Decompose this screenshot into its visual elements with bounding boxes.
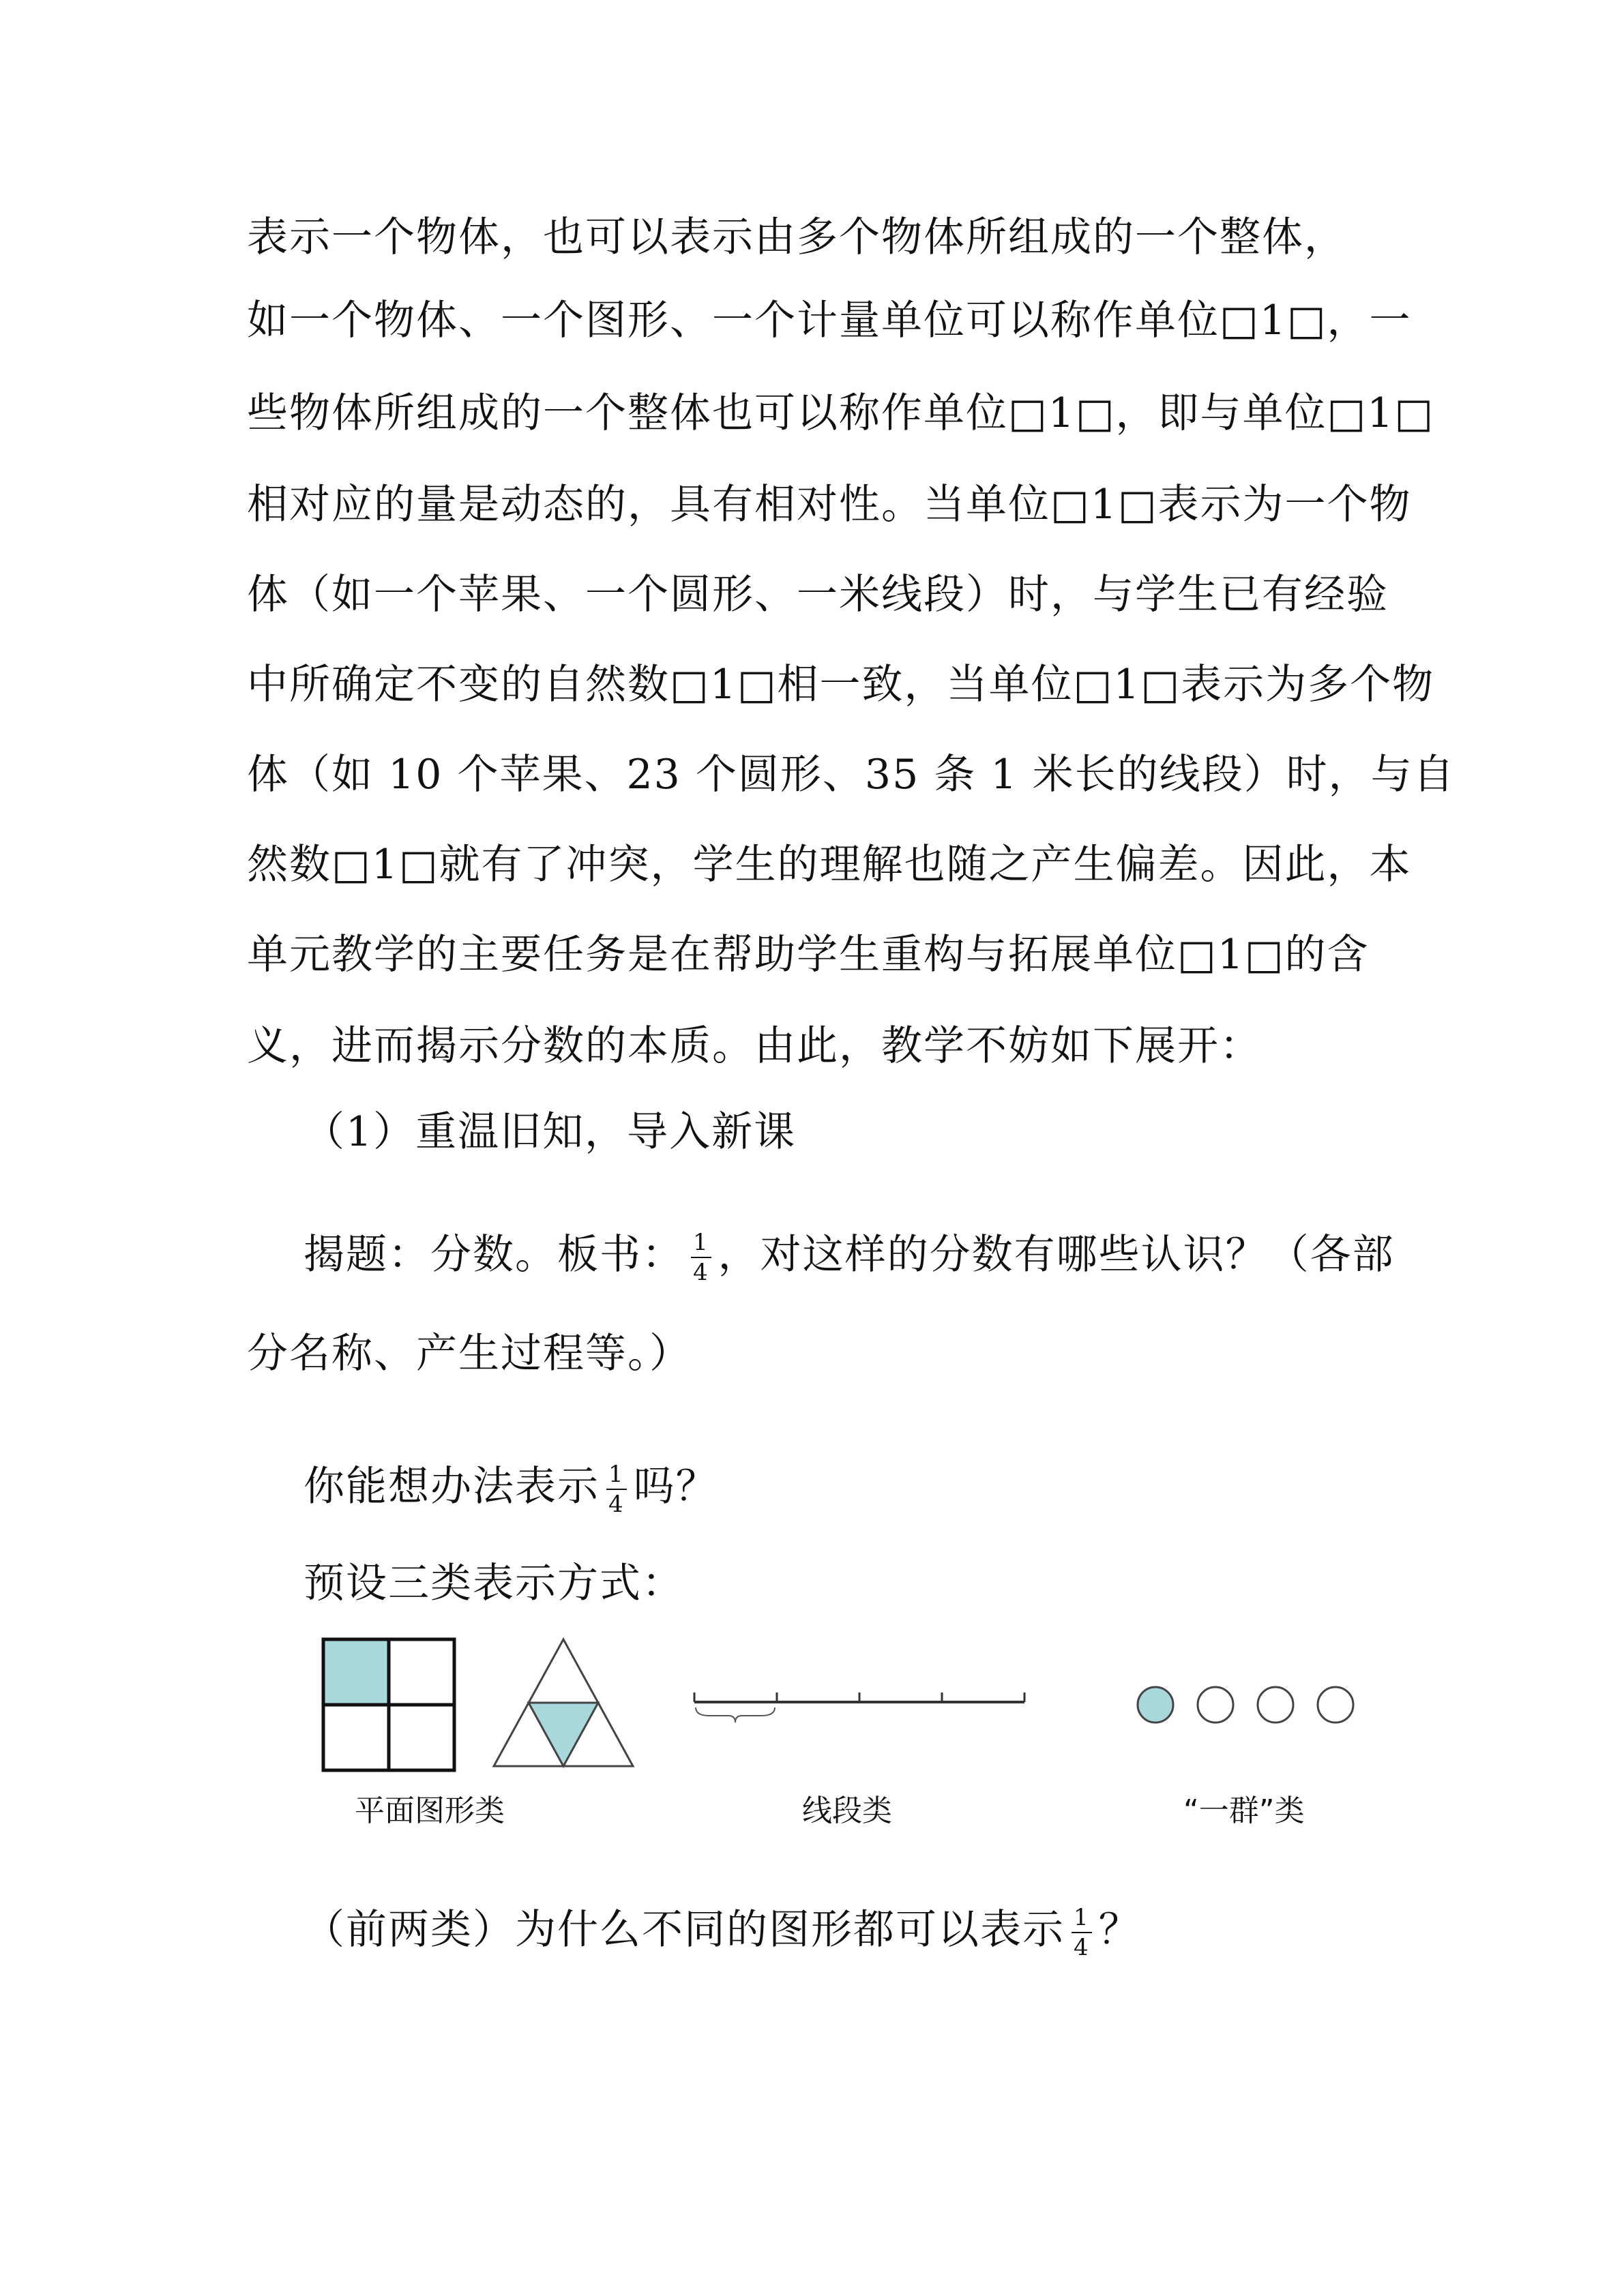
circle-group-figure: [1132, 1681, 1367, 1729]
question-1-line-1: [304, 1227, 1395, 1287]
caption-group: “一群”类: [1183, 1793, 1305, 1828]
caption-plane-figures: 平面图形类: [355, 1793, 505, 1828]
paragraph-line-7: 体（如 10 个苹果、23 个圆形、35 条 1 米长的线段）时，与自: [247, 751, 1456, 799]
square-quarter-figure: [321, 1637, 457, 1773]
question-3: [304, 1903, 1141, 1962]
question-1-after: ，对这样的分数有哪些认识？（各部: [718, 1231, 1395, 1279]
fraction-denominator: 4: [693, 1259, 709, 1287]
section-heading: （1）重温旧知，导入新课: [304, 1108, 797, 1156]
caption-segment: 线段类: [802, 1793, 892, 1828]
paragraph-line-8: 然数□1□就有了冲突，学生的理解也随之产生偏差。因此，本: [247, 841, 1412, 889]
fraction-numerator: 1: [606, 1460, 627, 1490]
circle: [1318, 1687, 1353, 1723]
paragraph-line-6: 中所确定不变的自然数□1□相一致，当单位□1□表示为多个物: [247, 661, 1435, 709]
question-3-before: （前两类）为什么不同的图形都可以表示: [304, 1906, 1065, 1954]
shaded-circle: [1138, 1687, 1173, 1723]
paragraph-line-2: 如一个物体、一个图形、一个计量单位可以称作单位□1□，一: [247, 297, 1412, 344]
paragraph-line-9: 单元教学的主要任务是在帮助学生重构与拓展单位□1□的含: [247, 931, 1370, 979]
question-2: [304, 1459, 718, 1519]
triangle-quarter-figure: [491, 1637, 636, 1773]
paragraph-line-1: 表示一个物体，也可以表示由多个物体所组成的一个整体，: [247, 213, 1346, 261]
segment-figure: [689, 1683, 1030, 1731]
preset-label: 预设三类表示方式：: [304, 1560, 684, 1607]
fraction-denominator: 4: [1074, 1934, 1090, 1962]
question-1-before: 揭题：分数。板书：: [304, 1231, 684, 1279]
fraction-denominator: 4: [608, 1491, 625, 1519]
triangle-shaded-part: [529, 1703, 598, 1766]
paragraph-line-10: 义，进而揭示分数的本质。由此，教学不妨如下展开：: [247, 1022, 1262, 1070]
fraction-one-quarter: [1072, 1903, 1092, 1962]
circle: [1258, 1687, 1293, 1723]
fraction-numerator: 1: [691, 1228, 711, 1258]
question-2-before: 你能想办法表示: [304, 1463, 600, 1510]
fraction-one-quarter: [691, 1228, 711, 1287]
paragraph-line-5: 体（如一个苹果、一个圆形、一米线段）时，与学生已有经验: [247, 571, 1389, 618]
segment-brace: [696, 1708, 775, 1723]
fraction-numerator: 1: [1072, 1903, 1092, 1933]
circle: [1198, 1687, 1233, 1723]
square-shaded-part: [323, 1639, 389, 1705]
question-1-line-2: 分名称、产生过程等。）: [247, 1330, 692, 1377]
fraction-one-quarter: [606, 1460, 627, 1519]
question-3-after: ？: [1098, 1906, 1141, 1954]
question-2-after: 吗？: [633, 1463, 718, 1510]
paragraph-line-4: 相对应的量是动态的，具有相对性。当单位□1□表示为一个物: [247, 481, 1412, 528]
paragraph-line-3: 些物体所组成的一个整体也可以称作单位□1□，即与单位□1□: [247, 389, 1435, 437]
